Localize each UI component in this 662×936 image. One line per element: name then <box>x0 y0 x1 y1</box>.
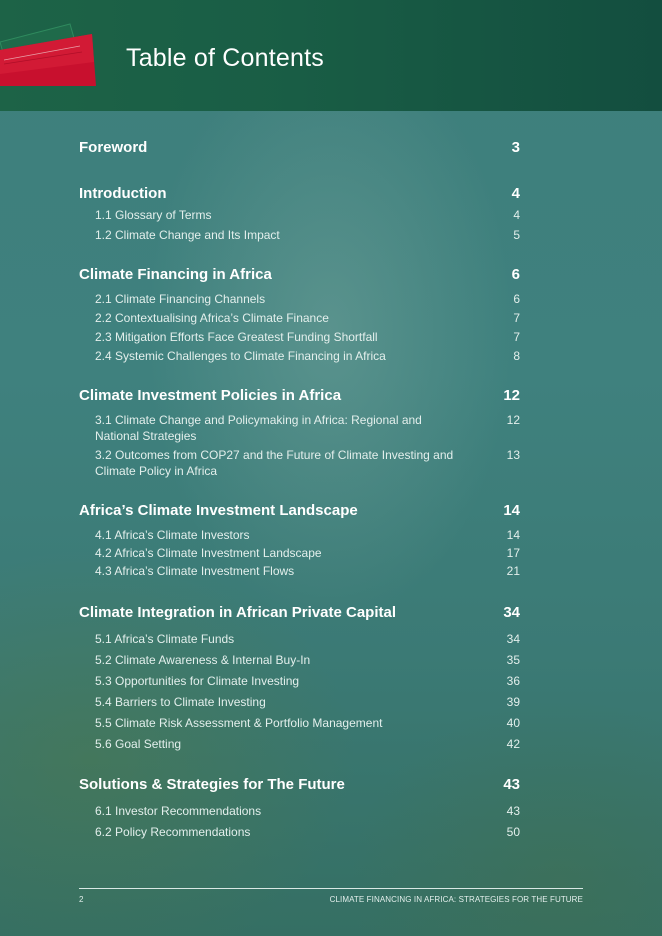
toc-item-page: 34 <box>506 632 520 646</box>
toc-item-title: 6.2 Policy Recommendations <box>95 825 251 839</box>
toc-item-page: 43 <box>506 804 520 818</box>
toc-item-page: 36 <box>506 674 520 688</box>
toc-section-solutions[interactable] <box>79 776 520 840</box>
toc-section-header[interactable] <box>79 266 520 283</box>
footer-page-number: 2 <box>79 895 84 904</box>
toc-section-private-capital[interactable] <box>79 604 520 752</box>
toc-item-title: 3.2 Outcomes from COP27 and the Future of Climate Investing and Climate Policy in Africa <box>95 448 454 478</box>
toc-section-title: Solutions & Strategies for The Future <box>79 776 345 793</box>
toc-section-title: Africa’s Climate Investment Landscape <box>79 502 358 519</box>
toc-item-title: 1.1 Glossary of Terms <box>95 208 212 222</box>
toc-section-page: 4 <box>511 185 520 202</box>
toc-item-title: 2.2 Contextualising Africa’s Climate Finance <box>95 311 329 325</box>
toc-item-page: 50 <box>506 825 520 839</box>
toc-item-page: 21 <box>506 564 520 578</box>
toc-item[interactable] <box>79 292 520 307</box>
toc-item-page: 8 <box>513 349 520 363</box>
toc-item-title: 5.2 Climate Awareness & Internal Buy-In <box>95 653 311 667</box>
toc-item[interactable] <box>79 528 520 543</box>
toc-item-page: 12 <box>506 413 520 427</box>
toc-section-climate-financing[interactable] <box>79 266 520 364</box>
toc-item-page: 42 <box>506 737 520 751</box>
toc-item[interactable] <box>79 695 520 710</box>
toc-section-page: 34 <box>503 604 520 621</box>
toc-section-title: Climate Financing in Africa <box>79 266 272 283</box>
toc-item-title: 2.3 Mitigation Efforts Face Greatest Funding Shortfall <box>95 330 378 344</box>
toc-item-title: 4.1 Africa’s Climate Investors <box>95 528 250 542</box>
toc-item[interactable] <box>79 228 520 243</box>
toc-section-page: 3 <box>511 139 520 156</box>
toc-item-title: 2.4 Systemic Challenges to Climate Financing in Africa <box>95 349 386 363</box>
toc-section-foreword[interactable] <box>79 139 520 156</box>
toc-section-page: 43 <box>503 776 520 793</box>
toc-item-page: 17 <box>506 546 520 560</box>
toc-item[interactable] <box>79 737 520 752</box>
toc-section-title: Climate Integration in African Private Capital <box>79 604 397 621</box>
toc-section-header[interactable] <box>79 185 520 202</box>
toc-section-page: 12 <box>503 387 520 404</box>
toc-item[interactable] <box>79 349 520 364</box>
toc-item-page: 7 <box>513 311 520 325</box>
toc-item[interactable] <box>79 716 520 731</box>
header-banner <box>0 0 662 111</box>
toc-item[interactable] <box>79 804 520 819</box>
toc-item-title: 4.2 Africa’s Climate Investment Landscape <box>95 546 322 560</box>
toc-section-investment-landscape[interactable] <box>79 502 520 579</box>
toc-item[interactable] <box>79 412 520 444</box>
toc-item-title: 5.3 Opportunities for Climate Investing <box>95 674 300 688</box>
toc-item[interactable] <box>79 330 520 345</box>
logo-emblem-icon <box>0 22 100 92</box>
toc-section-page: 14 <box>503 502 520 519</box>
toc-section-page: 6 <box>511 266 520 283</box>
toc-item-title: 3.1 Climate Change and Policymaking in Africa: Regional and National Strategies <box>95 413 422 443</box>
toc-item-page: 40 <box>506 716 520 730</box>
toc-section-header[interactable] <box>79 387 520 404</box>
toc-section-title: Climate Investment Policies in Africa <box>79 387 342 404</box>
toc-item-page: 13 <box>506 448 520 462</box>
toc-item[interactable] <box>79 674 520 689</box>
toc-item-title: 6.1 Investor Recommendations <box>95 804 262 818</box>
toc-item-page: 35 <box>506 653 520 667</box>
toc-item[interactable] <box>79 653 520 668</box>
toc-item[interactable] <box>79 447 520 479</box>
toc-section-investment-policies[interactable] <box>79 387 520 479</box>
toc-section-title: Foreword <box>79 139 148 156</box>
footer-divider <box>79 888 583 889</box>
toc-section-header[interactable] <box>79 139 520 156</box>
toc-section-title: Introduction <box>79 185 167 202</box>
toc-item-title: 5.5 Climate Risk Assessment & Portfolio Management <box>95 716 383 730</box>
toc-item-title: 4.3 Africa’s Climate Investment Flows <box>95 564 295 578</box>
toc-section-header[interactable] <box>79 502 520 519</box>
toc-item-page: 14 <box>506 528 520 542</box>
page-title: Table of Contents <box>126 44 324 72</box>
toc-item[interactable] <box>79 632 520 647</box>
toc-item-title: 2.1 Climate Financing Channels <box>95 292 266 306</box>
toc-item-page: 7 <box>513 330 520 344</box>
toc-item-page: 6 <box>513 292 520 306</box>
toc-item-title: 5.6 Goal Setting <box>95 737 182 751</box>
toc-item[interactable] <box>79 564 520 579</box>
toc-item-title: 1.2 Climate Change and Its Impact <box>95 228 280 242</box>
toc-item-page: 39 <box>506 695 520 709</box>
footer-document-title: CLIMATE FINANCING IN AFRICA: STRATEGIES FOR THE FUTURE <box>329 895 583 904</box>
toc-item-title: 5.1 Africa’s Climate Funds <box>95 632 235 646</box>
toc-section-header[interactable] <box>79 776 520 793</box>
toc-item[interactable] <box>79 208 520 223</box>
toc-item[interactable] <box>79 311 520 326</box>
toc-section-header[interactable] <box>79 604 520 621</box>
toc-item[interactable] <box>79 825 520 840</box>
toc-item-page: 5 <box>513 228 520 242</box>
toc-item-title: 5.4 Barriers to Climate Investing <box>95 695 266 709</box>
toc-item[interactable] <box>79 546 520 561</box>
toc-item-page: 4 <box>513 208 520 222</box>
toc-section-introduction[interactable] <box>79 185 520 243</box>
